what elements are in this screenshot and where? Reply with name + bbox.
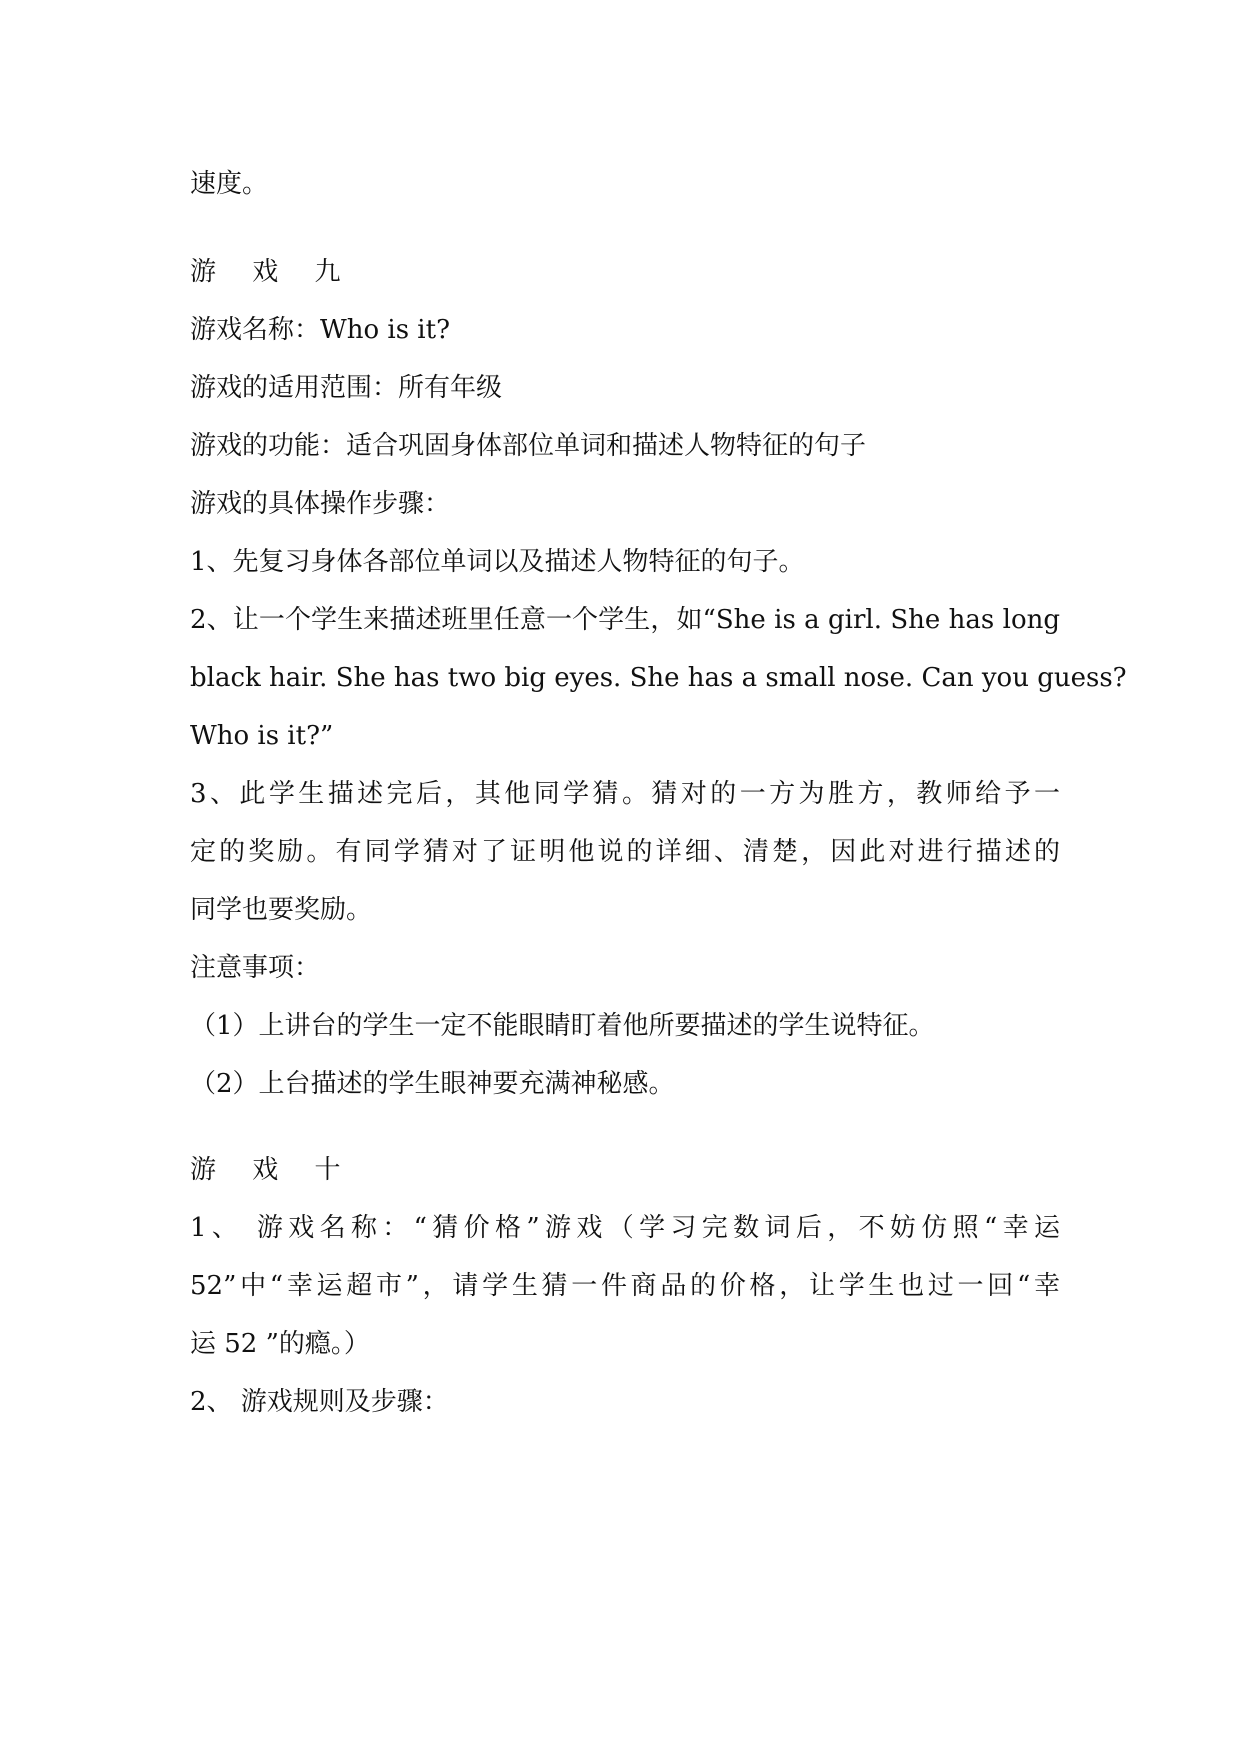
notes-heading: 注意事项：: [190, 953, 321, 983]
game-10-item-1-line-1: 1、 游戏名称：“猜价格”游戏（学习完数词后，不妨仿照“幸运: [190, 1213, 1060, 1243]
game-steps-heading: 游戏的具体操作步骤：: [190, 489, 451, 519]
note-1-line: （1）上讲台的学生一定不能眼睛盯着他所要描述的学生说特征。: [190, 1011, 935, 1041]
step-1-line: 1、先复习身体各部位单词以及描述人物特征的句子。: [190, 547, 805, 577]
step-2-line-3: Who is it?”: [190, 721, 334, 751]
step-2-line-2: black hair. She has two big eyes. She has a small nose. Can you guess?: [190, 663, 1127, 693]
step-3-line-1: 3、此学生描述完后，其他同学猜。猜对的一方为胜方，教师给予一: [190, 779, 1060, 809]
section-heading-game-9: 游 戏 九: [190, 257, 355, 287]
game-10-item-1-line-3: 运 52 ”的瘾。）: [190, 1329, 370, 1359]
section-heading-game-10: 游 戏 十: [190, 1155, 355, 1185]
game-scope-line: 游戏的适用范围：所有年级: [190, 373, 503, 403]
step-3-line-3: 同学也要奖励。: [190, 895, 373, 925]
game-name-line: 游戏名称：Who is it?: [190, 315, 451, 345]
game-10-item-2-line: 2、 游戏规则及步骤：: [190, 1387, 449, 1417]
game-function-line: 游戏的功能：适合巩固身体部位单词和描述人物特征的句子: [190, 431, 867, 461]
step-2-line-1: 2、让一个学生来描述班里任意一个学生，如“She is a girl. She has long: [190, 605, 1060, 635]
step-3-line-2: 定的奖励。有同学猜对了证明他说的详细、清楚，因此对进行描述的: [190, 837, 1060, 867]
game-10-item-1-line-2: 52”中“幸运超市”，请学生猜一件商品的价格，让学生也过一回“幸: [190, 1271, 1060, 1301]
note-2-line: （2）上台描述的学生眼神要充满神秘感。: [190, 1069, 675, 1099]
text-line-continuation: 速度。: [190, 169, 269, 199]
